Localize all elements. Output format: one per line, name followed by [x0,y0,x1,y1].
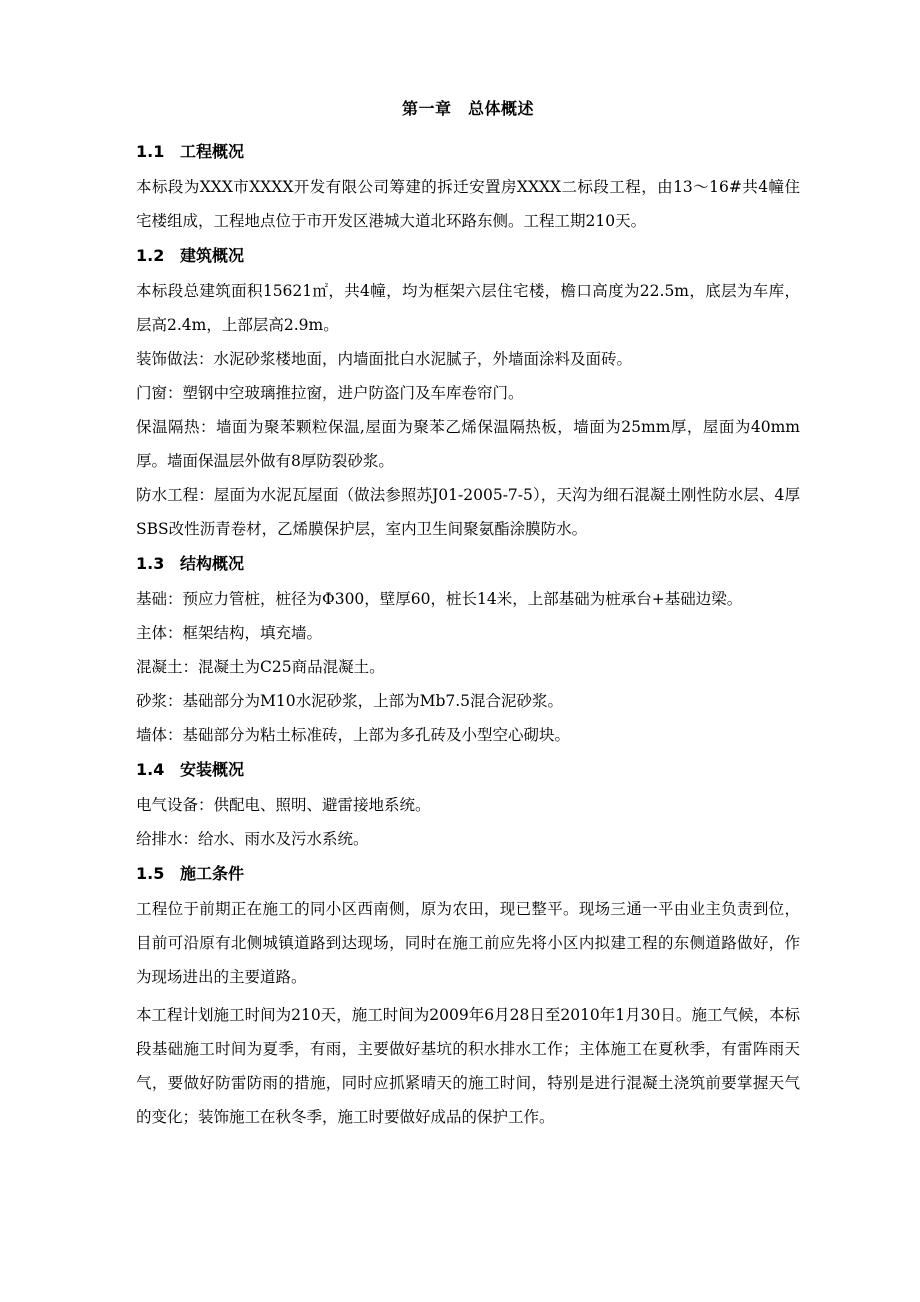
section-number: 1.5 [136,864,165,883]
section-number: 1.3 [136,554,165,573]
paragraph: 墙体：基础部分为粘土标准砖，上部为多孔砖及小型空心砌块。 [136,726,571,744]
section-title: 施工条件 [180,864,245,883]
paragraph: 装饰做法：水泥砂浆楼地面，内墙面批白水泥腻子，外墙面涂料及面砖。 [136,350,633,368]
section-number: 1.4 [136,760,165,779]
paragraph: 砂浆：基础部分为M10水泥砂浆，上部为Mb7.5混合泥砂浆。 [136,692,564,710]
section-heading-1-2 [136,238,800,274]
section-heading-1-5 [136,856,800,892]
section-heading-1-1 [136,134,800,170]
section-title: 工程概况 [180,142,245,161]
section-heading-1-4 [136,752,800,788]
paragraph: 防水工程：屋面为水泥瓦屋面（做法参照苏J01-2005-7-5），天沟为细石混凝土刚性防水层、4厚SBS改性沥青卷材，乙烯膜保护层，室内卫生间聚氨酯涂膜防水。 [136,486,800,538]
paragraph: 保温隔热：墙面为聚苯颗粒保温,屋面为聚苯乙烯保温隔热板，墙面为25mm厚，屋面为40mm厚。墙面保温层外做有8厚防裂砂浆。 [136,418,800,470]
section-title: 建筑概况 [180,246,245,265]
section-title: 安装概况 [180,760,245,779]
paragraph: 电气设备：供配电、照明、避雷接地系统。 [136,796,431,814]
paragraph: 本工程计划施工时间为210天，施工时间为2009年6月28日至2010年1月30日。施工气候，本标段基础施工时间为夏季，有雨，主要做好基坑的积水排水工作；主体施工在夏秋季，有雷阵雨天气，要做好防雷防雨的措施，同时应抓紧晴天的施工时间，特别是进行混凝土浇筑前要掌握天气的变化；装饰施工在秋冬季，施工时要做好成品的保护工作。 [136,1006,800,1126]
paragraph: 混凝土：混凝土为C25商品混凝土。 [136,658,385,676]
chapter-title: 第一章 总体概述 [401,99,534,118]
paragraph: 主体：框架结构，填充墙。 [136,624,323,642]
paragraph: 工程位于前期正在施工的同小区西南侧，原为农田，现已整平。现场三通一平由业主负责到位，目前可沿原有北侧城镇道路到达现场，同时在施工前应先将小区内拟建工程的东侧道路做好，作为现场进出的主要道路。 [136,900,800,986]
paragraph: 给排水：给水、雨水及污水系统。 [136,830,369,848]
section-heading-1-3 [136,546,800,582]
section-number: 1.2 [136,246,165,265]
section-number: 1.1 [136,142,165,161]
paragraph: 本标段为XXX市XXXX开发有限公司筹建的拆迁安置房XXXX二标段工程，由13～16#共4幢住宅楼组成，工程地点位于市开发区港城大道北环路东侧。工程工期210天。 [136,178,800,230]
paragraph: 门窗：塑钢中空玻璃推拉窗，进户防盗门及车库卷帘门。 [136,384,524,402]
paragraph: 基础：预应力管桩，桩径为Φ300，壁厚60，桩长14米，上部基础为桩承台+基础边梁。 [136,590,743,608]
document-body [136,96,800,1134]
paragraph: 本标段总建筑面积15621㎡，共4幢，均为框架六层住宅楼，檐口高度为22.5m，底层为车库，层高2.4m，上部层高2.9m。 [136,282,800,334]
section-title: 结构概况 [180,554,245,573]
